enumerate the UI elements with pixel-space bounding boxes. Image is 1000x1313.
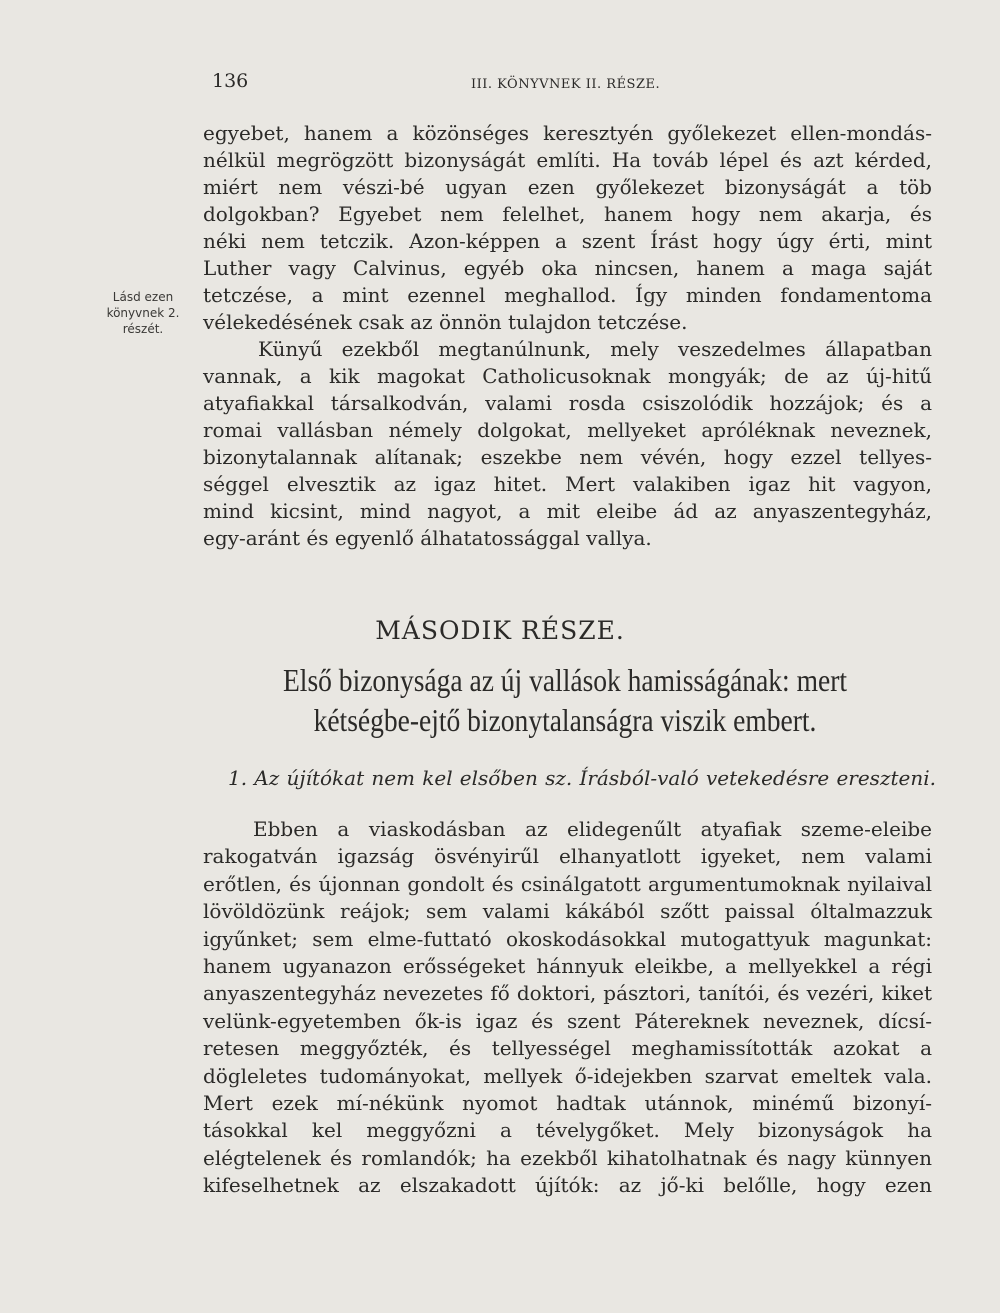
margin-note-line: Lásd ezen (112, 290, 174, 304)
text-line: bizonytalannak alítanak; eszekbe nem vévén, hogy ezzel tellyes- (203, 445, 932, 469)
text-line: mind kicsint, mind nagyot, a mit eleibe ád az anyaszentegyház, (203, 499, 932, 523)
text-line: egyebet, hanem a közönséges keresztyén győlekezet ellen-mondás- (203, 121, 932, 145)
text-line: erőtlen, és újonnan gondolt és csinálgatott argumentumoknak nyilaival (203, 871, 932, 896)
text-line: Ebben a viaskodásban az elidegenűlt atyafiak szeme-eleibe (253, 817, 932, 841)
text-line: Künyű ezekből megtanúlnunk, mely veszedelmes állapatban (258, 337, 932, 361)
chapter-heading (247, 660, 883, 740)
text-line: miért nem vészi-bé ugyan ezen győlekezet bizonyságát a töb (203, 175, 932, 199)
text-line: Luther vagy Calvinus, egyéb oka nincsen, hanem a maga saját (203, 256, 932, 280)
text-line: tetczése, a mint ezennel meghallod. Így minden fondamentoma (203, 283, 932, 307)
text-line: lövöldözünk reájok; sem valami kákából szőtt paissal óltalmazzuk (203, 899, 932, 924)
text-line: tásokkal kel meggyőzni a tévelygőket. Mely bizonyságok ha (203, 1118, 932, 1143)
text-line: retesen meggyőzték, és tellyességel meghamissították azokat a (203, 1036, 932, 1061)
running-head: III. KÖNYVNEK II. RÉSZE. (471, 77, 661, 92)
text-block-bottom (203, 816, 932, 1199)
text-line: elégtelenek és romlandók; ha ezekből kihatolhatnak és nagy künnyen (203, 1145, 932, 1170)
text-line: egy-aránt és egyenlő álhatatossággal vallya. (203, 526, 652, 550)
text-block-top (203, 120, 932, 552)
text-line: romai vallásban némely dolgokat, mellyeket apróléknak neveznek, (203, 418, 932, 442)
text-line: rakogatván igazság ösvényirűl elhanyatlott igyeket, nem valami (203, 844, 932, 869)
page-number: 136 (212, 70, 249, 92)
section-title: MÁSODIK RÉSZE. (375, 616, 625, 645)
text-line: vannak, a kik magokat Catholicusoknak mongyák; de az új-hitű (203, 364, 932, 388)
text-line: igyűnket; sem elme-futtató okoskodásokkal mutogattyuk magunkat: (203, 926, 932, 951)
subheading: 1. Az újítókat nem kel elsőben sz. Írásból-való vetekedésre ereszteni. (228, 766, 936, 790)
text-line: atyafiakkal társalkodván, valami rosda csiszolódik hozzájok; és a (203, 391, 932, 415)
margin-note-line: részét. (122, 322, 164, 336)
text-line: velünk-egyetemben ők-is igaz és szent Pátereknek neveznek, dícsí- (203, 1008, 932, 1033)
heading-line: kétségbe-ejtő bizonytalanságra viszik embert. (313, 702, 817, 738)
text-line: séggel elvesztik az igaz hitet. Mert valakiben igaz hit vagyon, (203, 472, 932, 496)
text-line: nélkül megrögzött bizonyságát említi. Ha továb lépel és azt kérded, (203, 148, 932, 172)
page-header (0, 70, 1000, 100)
text-line: hanem ugyanazon erősségeket hánnyuk eleikbe, a mellyekkel a régi (203, 953, 932, 978)
text-line: kifeselhetnek az elszakadott újítók: az jő-ki belőlle, hogy ezen (203, 1173, 932, 1198)
margin-note (104, 289, 182, 337)
text-line: néki nem tetczik. Azon-képpen a szent Írást hogy úgy érti, mint (203, 229, 932, 253)
text-line: anyaszentegyház nevezetes fő doktori, pásztori, tanítói, és vezéri, kiket (203, 981, 932, 1006)
heading-line: Első bizonysága az új vallások hamisságának: mert (283, 662, 847, 698)
text-line: vélekedésének csak az önnön tulajdon tetczése. (203, 310, 688, 334)
text-line: dögleletes tudományokat, mellyek ő-idejekben szarvat emeltek vala. (203, 1063, 932, 1088)
text-line: Mert ezek mí-nékünk nyomot hadtak utánnok, minémű bizonyí- (203, 1090, 932, 1115)
text-line: dolgokban? Egyebet nem felelhet, hanem hogy nem akarja, és (203, 202, 932, 226)
margin-note-line: könyvnek 2. (106, 306, 180, 320)
